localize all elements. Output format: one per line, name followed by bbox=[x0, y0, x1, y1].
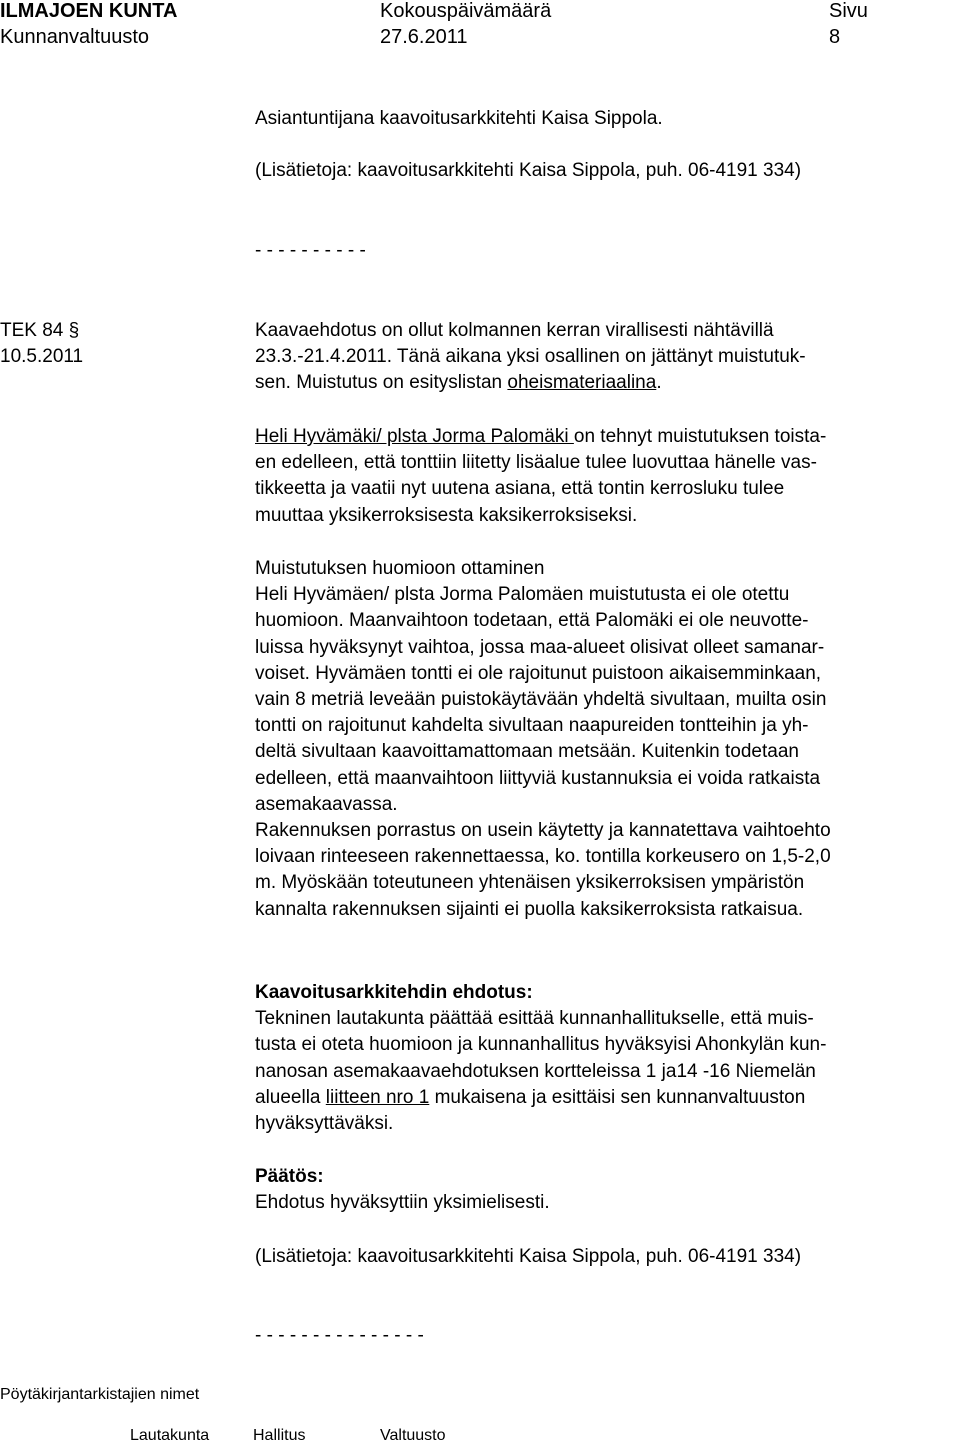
consideration-line: edelleen, että maanvaihtoon liittyviä kustannuksia ei voida ratkaista bbox=[255, 767, 821, 789]
item-ref: TEK 84 § bbox=[0, 320, 80, 341]
consideration-section bbox=[255, 556, 955, 923]
item-line: 23.3.-21.4.2011. Tänä aikana yksi osallinen on jättänyt muistutuk- bbox=[255, 346, 806, 368]
appendix-link[interactable]: liitteen nro 1 bbox=[325, 1086, 430, 1108]
complaint-line: tikkeetta ja vaatii nyt uutena asiana, että tontin kerrosluku tulee bbox=[255, 478, 785, 500]
consideration-line: Rakennuksen porrastus on usein käytetty ja kannatettava vaihtoehto bbox=[255, 820, 831, 842]
date-label: Kokouspäivämäärä bbox=[380, 0, 552, 22]
page-label: Sivu bbox=[829, 0, 868, 22]
page-number: 8 bbox=[829, 26, 841, 48]
footer-col-hallitus: Hallitus bbox=[253, 1427, 306, 1444]
meeting-date: 27.6.2011 bbox=[380, 26, 468, 48]
item-line-text: sen. Muistutus on esityslistan bbox=[255, 372, 508, 394]
consideration-line: voiset. Hyvämäen tontti ei ole rajoitunut puistoon aikaisemminkaan, bbox=[255, 662, 822, 684]
org-name: ILMAJOEN KUNTA bbox=[0, 0, 178, 22]
proposal-line bbox=[255, 1085, 955, 1111]
expert-line: Asiantuntijana kaavoitusarkkitehti Kaisa Sippola. bbox=[255, 108, 663, 129]
proposal-heading: Kaavoitusarkkitehdin ehdotus: bbox=[255, 982, 533, 1003]
footer-col-lautakunta: Lautakunta bbox=[130, 1427, 210, 1444]
item-text bbox=[255, 318, 955, 397]
decision-section bbox=[255, 1164, 955, 1216]
attachment-link[interactable]: oheismateriaalina bbox=[507, 372, 657, 394]
complaint-line: en edelleen, että tonttiin liitetty lisäalue tulee luovuttaa hänelle vas- bbox=[255, 452, 817, 474]
complaint-paragraph bbox=[255, 424, 955, 529]
consideration-line: luissa hyväksynyt vaihtoa, jossa maa-alueet olisivat olleet samanar- bbox=[255, 636, 825, 658]
consideration-line: tontti on rajoitunut kahdelta sivultaan naapureiden tontteihin ja yh- bbox=[255, 715, 809, 737]
item-date: 10.5.2011 bbox=[0, 346, 84, 367]
complaint-line bbox=[255, 424, 955, 450]
footer-title: Pöytäkirjantarkistajien nimet bbox=[0, 1386, 200, 1403]
consideration-line: vain 8 metriä leveään puistokäytävään yhdeltä sivultaan, muilta osin bbox=[255, 689, 827, 711]
item-line bbox=[255, 370, 955, 396]
consideration-heading: Muistutuksen huomioon ottaminen bbox=[255, 558, 545, 579]
proposal-line-end: mukaisena ja esittäisi sen kunnanvaltuuston bbox=[429, 1086, 806, 1108]
complainant-link[interactable]: Heli Hyvämäki/ plsta Jorma Palomäki bbox=[255, 426, 574, 447]
decision-text: Ehdotus hyväksyttiin yksimielisesti. bbox=[255, 1192, 550, 1214]
consideration-line: huomioon. Maanvaihtoon todetaan, että Palomäki ei ole neuvotte- bbox=[255, 610, 809, 632]
consideration-line: loivaan rinteeseen rakennettaessa, ko. tontilla korkeusero on 1,5-2,0 bbox=[255, 846, 831, 868]
separator-bottom: - - - - - - - - - - - - - - - bbox=[255, 1325, 424, 1346]
consideration-line: kannalta rakennuksen sijainti ei puolla kaksikerroksista ratkaisua. bbox=[255, 898, 804, 920]
complaint-line: muuttaa yksikerroksisesta kaksikerroksiseksi. bbox=[255, 504, 638, 526]
decision-heading: Päätös: bbox=[255, 1166, 324, 1187]
consideration-line: asemakaavassa. bbox=[255, 793, 398, 815]
proposal-line: Tekninen lautakunta päättää esittää kunnanhallitukselle, että muis- bbox=[255, 1008, 814, 1030]
body-name: Kunnanvaltuusto bbox=[0, 26, 150, 48]
consideration-line: Heli Hyvämäen/ plsta Jorma Palomäen muistutusta ei ole otettu bbox=[255, 584, 790, 606]
proposal-line: nanosan asemakaavaehdotuksen kortteleissa 1 ja14 -16 Niemelän bbox=[255, 1060, 816, 1082]
info-line: (Lisätietoja: kaavoitusarkkitehti Kaisa Sippola, puh. 06-4191 334) bbox=[255, 160, 802, 181]
info-line-bottom: (Lisätietoja: kaavoitusarkkitehti Kaisa Sippola, puh. 06-4191 334) bbox=[255, 1246, 802, 1267]
proposal-line: hyväksyttäväksi. bbox=[255, 1113, 394, 1135]
consideration-line: m. Myöskään toteutuneen yhtenäisen yksikerroksisen ympäristön bbox=[255, 872, 805, 894]
consideration-line: deltä sivultaan kaavoittamattomaan metsään. Kuitenkin todetaan bbox=[255, 741, 799, 763]
footer-col-valtuusto: Valtuusto bbox=[380, 1427, 446, 1444]
proposal-section bbox=[255, 980, 955, 1137]
proposal-line-start: alueella bbox=[255, 1086, 326, 1108]
proposal-line: tusta ei oteta huomioon ja kunnanhallitus hyväksyisi Ahonkylän kun- bbox=[255, 1034, 827, 1056]
complaint-line-text: on tehnyt muistutuksen toista- bbox=[573, 426, 827, 447]
item-line: Kaavaehdotus on ollut kolmannen kerran virallisesti nähtävillä bbox=[255, 320, 774, 341]
item-line-end: . bbox=[656, 372, 662, 394]
separator-top: - - - - - - - - - - bbox=[255, 240, 366, 261]
